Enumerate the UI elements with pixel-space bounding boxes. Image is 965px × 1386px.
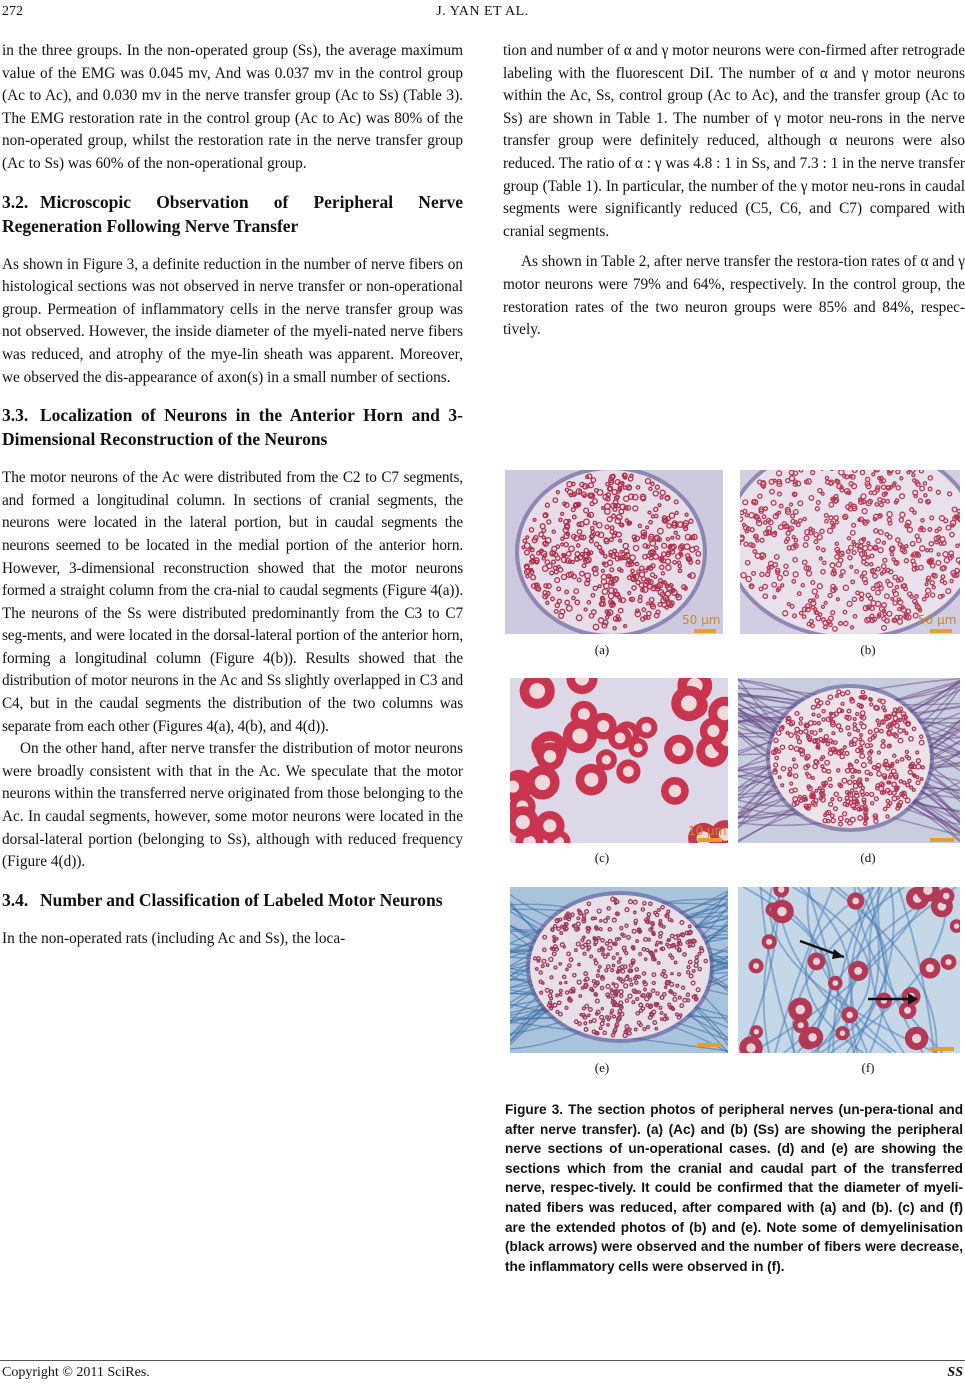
- paragraph: As shown in Table 2, after nerve transfer the restora-tion rates of α and γ motor neurons were 79% and 64%, respectively. In the control group, the restoration rates of the two neuron groups were 85% and 84%, respec-tively.: [503, 253, 965, 339]
- panel-f-image: [738, 887, 960, 1053]
- running-header: [0, 4, 965, 24]
- scale-bar-label: 50 μm: [918, 613, 957, 627]
- figure-caption: Figure 3. The section photos of peripheral nerves (un-pera-tional and after nerve transfer). (a) (Ac) and (b) (Ss) are showing the peripheral nerve sections of un-operational cases. (d) and (e) are showing the sections which from the cranial and caudal part of the transferred nerve, respec-tively. It could be confirmed that the diameter of myeli-nated fibers was reduced, after compared with (a) and (b). (c) and (f) are the extended photos of (b) and (e). Note some of demyelinisation (black arrows) were observed and the number of fibers were decrease, the inflammatory cells were observed in (f).: [505, 1102, 963, 1274]
- page-footer: [2, 1365, 963, 1381]
- panel-d-image: [738, 678, 960, 843]
- scale-bar: [930, 629, 952, 633]
- page-number: 272: [2, 4, 23, 19]
- section-number: 3.3.: [2, 405, 29, 426]
- section-title: Microscopic Observation of Peripheral Nerve Regeneration Following Nerve Transfer: [2, 191, 463, 236]
- section-number: 3.2.: [2, 191, 29, 212]
- paragraph: As shown in Figure 3, a definite reduction in the number of nerve fibers on histological sections was not observed in nerve transfer or non-operational group. Permeation of inflammatory cells in the nerve transfer group was not observed. However, the inside diameter of the myeli-nated nerve fibers was reduced, and atrophy of the mye-lin sheath was apparent. Moreover, we observed the dis-appearance of axon(s) in a small number of sections.: [2, 255, 463, 386]
- paragraph: The motor neurons of the Ac were distributed from the C2 to C7 segments, and formed a longitudinal column. In sections of cranial segments, the neurons were located in the lateral portion, but in caudal segments the neurons seemed to be located in the medial portion of the anterior horn. However, 3-dimensional reconstruction showed that the motor neurons formed a straight column from the cra-nial to caudal segments (Figure 4(a)). The neurons of the Ss were distributed predominantly from the C3 to C7 seg-ments, and were located in the dorsal-lateral portion of the anterior horn, forming a longitudinal column (Figure 4(b)). Results showed that the distribution of motor neurons in the Ac and Ss slightly overlapped in C3 and C4, but in the caudal segments the distribution of the two columns was separate from each other (Figures 4(a), 4(b), and 4(d)).: [2, 469, 463, 735]
- copyright: Copyright © 2011 SciRes.: [2, 1365, 150, 1380]
- paragraph: On the other hand, after nerve transfer the distribution of motor neurons were broadly consistent with that in the Ac. We speculate that the motor neurons within the transferred nerve originated from those belonging to the Ac. In caudal segments, however, some motor neurons were located in the dorsal-lateral portion (belonging to Ss), although with reduced frequency (Figure 4(d)).: [2, 740, 463, 871]
- scale-bar-label: 50 μm: [682, 613, 721, 627]
- panel-e-image: [510, 887, 728, 1053]
- journal-abbrev: SS: [947, 1365, 963, 1380]
- section-heading-3-4: [2, 888, 463, 912]
- panel-label: (a): [594, 642, 610, 657]
- panel-label: (b): [860, 642, 876, 657]
- scale-bar: [694, 629, 716, 633]
- scale-bar-label: 10 μm: [688, 824, 727, 838]
- scale-bar: [697, 1043, 721, 1047]
- section-heading-3-2: [2, 190, 463, 238]
- panel-label: (c): [594, 850, 610, 865]
- scale-bar: [930, 1047, 954, 1051]
- panel-b-image: [740, 470, 960, 634]
- paragraph: tion and number of α and γ motor neurons were con-firmed after retrograde labeling with the fluorescent DiI. The number of α and γ motor neurons within the Ac, Ss, control group (Ac to Ac), and the transfer group (Ac to Ss) are shown in Table 1. The number of γ motor neu-rons in the nerve transfer group were definitely reduced, although α neurons were also reduced. The ratio of α : γ was 4.8 : 1 in Ss, and 7.3 : 1 in the nerve transfer group (Table 1). In particular, the number of the γ motor neu-rons in caudal segments were significantly reduced (C5, C6, and C7) compared with cranial segments.: [503, 42, 965, 240]
- right-column: [503, 40, 965, 342]
- running-title: J. YAN ET AL.: [436, 4, 529, 19]
- scale-bar: [930, 838, 954, 842]
- section-title: Number and Classification of Labeled Motor Neurons: [40, 889, 443, 910]
- panel-label: (f): [861, 1060, 875, 1075]
- section-title: Localization of Neurons in the Anterior Horn and 3-Dimensional Reconstruction of the Neurons: [2, 405, 463, 450]
- paragraph: in the three groups. In the non-operated group (Ss), the average maximum value of the EMG was 0.045 mv, And was 0.037 mv in the control group (Ac to Ac), and 0.030 mv in the nerve transfer group (Ac to Ss) (Table 3). The EMG restoration rate in the control group (Ac to Ac) was 80% of the non-operated group, whilst the restoration rate in the nerve transfer group (Ac to Ss) was 60% of the non-operational group.: [2, 42, 463, 172]
- panel-label: (e): [594, 1060, 610, 1075]
- paragraph: In the non-operated rats (including Ac and Ss), the loca-: [2, 929, 346, 947]
- panel-label: (d): [860, 850, 876, 865]
- footer-divider: [0, 1360, 965, 1361]
- panel-c-image: [510, 678, 728, 843]
- section-number: 3.4.: [2, 889, 29, 910]
- scale-bar: [698, 838, 722, 842]
- section-heading-3-3: [2, 403, 463, 451]
- left-column: [2, 40, 463, 950]
- panel-a-image: [505, 470, 723, 634]
